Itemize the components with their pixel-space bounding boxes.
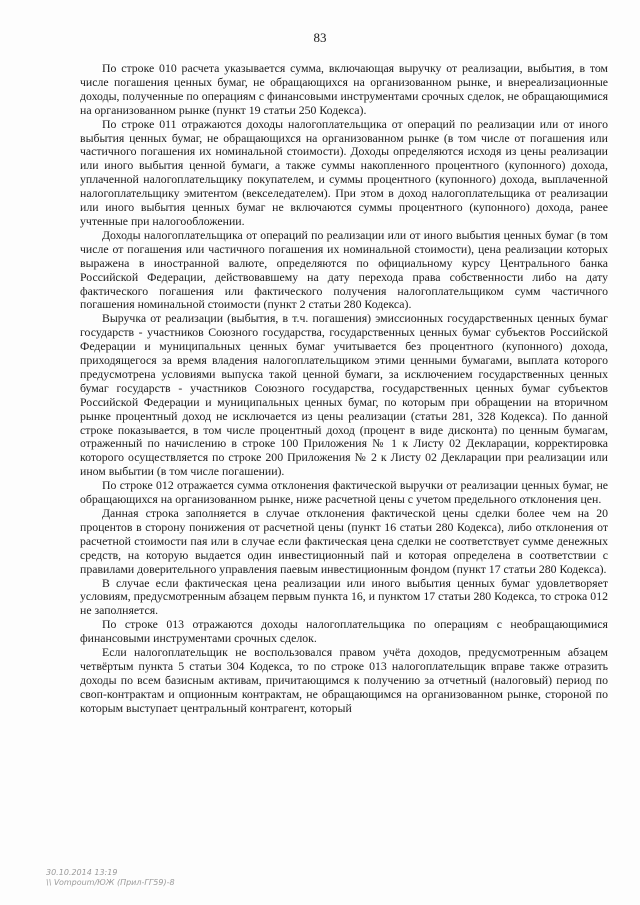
paragraph: По строке 012 отражается сумма отклонения фактической выручки от реализации ценных бумаг, не обращающихся на организованном рынке, ниже расчетной цены с учетом предельного отклонения цен. — [80, 478, 608, 507]
page-number: 83 — [313, 30, 327, 45]
body-text — [80, 62, 608, 716]
paragraph: По строке 013 отражаются доходы налогоплательщика по операциям с необращающимися финансовыми инструментами срочных сделок. — [80, 617, 608, 646]
paragraph: По строке 011 отражаются доходы налогоплательщика от операций по реализации или от иного выбытия ценных бумаг, не обращающихся на организованном рынке (в том числе от погашения или частичного погашения их номинальной стоимости). Доходы определяются исходя из цены реализации или иного выбытия ценной бумаги, а также суммы накопленного процентного (купонного) дохода, уплаченной налогоплательщику покупателем, и суммы процентного (купонного) дохода, выплаченной налогоплательщику эмитентом (векселедателем). При этом в доход налогоплательщика от реализации или иного выбытия ценных бумаг не включаются суммы процентного (купонного) дохода, ранее учтенные при налогообложении. — [80, 116, 608, 228]
file-path: \\ Vompoum/ЮЖ (Прил-ГГ59)-8 — [46, 878, 175, 887]
print-footer — [46, 868, 175, 888]
paragraph: В случае если фактическая цена реализации или иного выбытия ценных бумаг удовлетворяет условиям, предусмотренным абзацем первым пункта 16, и пунктом 17 статьи 280 Кодекса, то строка 012 не заполняется. — [80, 575, 608, 618]
paragraph: По строке 010 расчета указывается сумма, включающая выручку от реализации, выбытия, в том числе погашения ценных бумаг, не обращающихся на организованном рынке, и внереализационные доходы, полученные по операциям с финансовыми инструментами срочных сделок, не обращающимися на организованном рынке (пункт 19 статьи 250 Кодекса). — [80, 61, 608, 117]
print-timestamp: 30.10.2014 13:19 — [46, 868, 118, 877]
paragraph: Если налогоплательщик не воспользовался правом учёта доходов, предусмотренным абзацем четвёртым пункта 5 статьи 304 Кодекса, то по строке 013 налогоплательщик вправе также отразить доходы по всем базисным активам, причитающимся к получению за отчетный (налоговый) период по своп-контрактам и опционным контрактам, не обращающимся на организованном рынке, стороной по которым выступает центральный контрагент, который — [80, 645, 608, 715]
paragraph: Выручка от реализации (выбытия, в т.ч. погашения) эмиссионных государственных ценных бумаг государств - участников Союзного государства, государственных ценных бумаг субъектов Российской Федерации и муниципальных ценных бумаг учитывается без процентного (купонного) дохода, приходящегося за время владения налогоплательщиком этими ценными бумагами, выплата которого предусмотрена условиями выпуска такой ценной бумаги, за исключением государственных ценных бумаг государств - участников Союзного государства, государственных ценных бумаг субъектов Российской Федерации и муниципальных ценных бумаг, по которым при обращении на вторичном рынке процентный доход не исключается из цены реализации (статьи 281, 328 Кодекса). По данной строке показывается, в том числе процентный доход (процент в виде дисконта) по ценным бумагам, отраженный по начислению в строке 100 Приложения № 1 к Листу 02 Декларации, корректировка которого осуществляется по строке 200 Приложения № 2 к Листу 02 Декларации при реализации или ином выбытии (в том числе погашении). — [80, 311, 608, 479]
paragraph: Доходы налогоплательщика от операций по реализации или от иного выбытия ценных бумаг (в том числе от погашения или частичного погашения их номинальной стоимости), цена реализации которых выражена в иностранной валюте, определяются по официальному курсу Центрального банка Российской Федерации, действовавшему на дату перехода права собственности либо на дату фактического погашения или фактического получения налогоплательщиком сумм частичного погашения номинальной стоимости (пункт 2 статьи 280 Кодекса). — [80, 227, 608, 312]
paragraph: Данная строка заполняется в случае отклонения фактической цены сделки более чем на 20 процентов в сторону понижения от расчетной цены (пункт 16 статьи 280 Кодекса), либо отклонения от расчетной стоимости пая или в случае если фактическая цена сделки не соответствует сумме денежных средств, на которую выдается один инвестиционный пай и которая определена в соответствии с правилами доверительного управления паевым инвестиционным фондом (пункт 17 статьи 280 Кодекса). — [80, 506, 608, 576]
